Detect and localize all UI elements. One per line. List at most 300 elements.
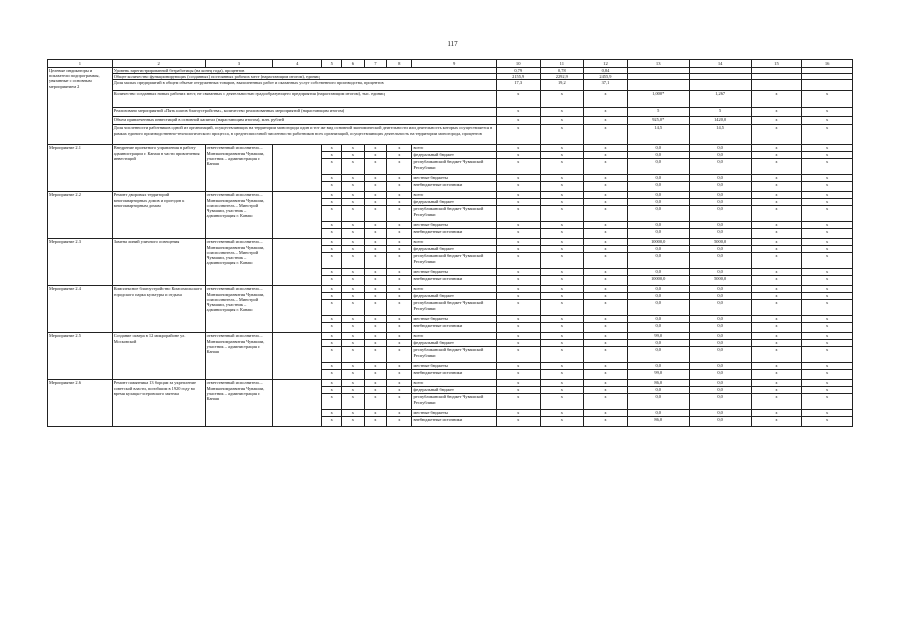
- x-mark: x: [584, 387, 628, 394]
- indicator-text: Реализовано мероприятий «Пять шагов благоустройства», количество реализованных мероприятий (нарастающим итогом): [112, 108, 496, 117]
- indicator-value: 37,1: [584, 80, 628, 91]
- x-mark: x: [496, 246, 540, 253]
- x-mark: x: [387, 145, 412, 152]
- funding-source: всего: [412, 380, 496, 387]
- funding-value: 0,0: [689, 159, 751, 175]
- funding-value: 86,0: [627, 417, 689, 427]
- funding-value: 0,0: [689, 333, 751, 340]
- indicator-value: 2292,9: [540, 74, 584, 80]
- x-mark: x: [387, 206, 412, 222]
- x-mark: x: [751, 239, 802, 246]
- indicator-value: [689, 80, 751, 91]
- x-mark: x: [342, 145, 365, 152]
- x-mark: x: [322, 340, 342, 347]
- funding-value: 0,0: [627, 159, 689, 175]
- funding-value: 5000,0: [689, 239, 751, 246]
- x-mark: x: [540, 145, 584, 152]
- indicator-value: 5: [689, 108, 751, 117]
- funding-source: всего: [412, 286, 496, 293]
- column-number: 4: [273, 60, 322, 68]
- indicator-value: [751, 80, 802, 91]
- funding-value: 0,0: [689, 206, 751, 222]
- x-mark: x: [387, 347, 412, 363]
- x-mark: x: [322, 222, 342, 229]
- x-mark: x: [496, 175, 540, 182]
- goal-label: Целевые индикаторы и показатели подпрограммы, увязанные с основным мероприятием 2: [48, 68, 113, 145]
- x-mark: x: [496, 340, 540, 347]
- x-mark: x: [387, 316, 412, 323]
- column-number: 7: [364, 60, 387, 68]
- funding-value: 0,0: [627, 175, 689, 182]
- x-mark: x: [364, 394, 387, 410]
- x-mark: x: [387, 159, 412, 175]
- x-mark: x: [387, 182, 412, 192]
- x-mark: x: [364, 316, 387, 323]
- indicator-value: [627, 80, 689, 91]
- x-mark: x: [540, 417, 584, 427]
- empty-cell: [273, 192, 322, 239]
- x-mark: x: [364, 347, 387, 363]
- indicator-value: x: [496, 117, 540, 125]
- x-mark: x: [342, 276, 365, 286]
- indicator-value: [802, 80, 853, 91]
- x-mark: x: [496, 239, 540, 246]
- empty-cell: [273, 145, 322, 192]
- measure-name: Мероприятие 2.4: [48, 286, 113, 333]
- x-mark: x: [751, 417, 802, 427]
- x-mark: x: [751, 316, 802, 323]
- x-mark: x: [342, 323, 365, 333]
- indicator-value: x: [802, 91, 853, 108]
- x-mark: x: [364, 253, 387, 269]
- funding-source: внебюджетные источники: [412, 323, 496, 333]
- x-mark: x: [342, 300, 365, 316]
- x-mark: x: [496, 293, 540, 300]
- x-mark: x: [584, 229, 628, 239]
- measure-name: Мероприятие 2.6: [48, 380, 113, 427]
- x-mark: x: [802, 206, 853, 222]
- funding-value: 10000,0: [627, 276, 689, 286]
- x-mark: x: [584, 417, 628, 427]
- x-mark: x: [387, 323, 412, 333]
- funding-source: местные бюджеты: [412, 222, 496, 229]
- x-mark: x: [540, 199, 584, 206]
- indicator-value: x: [496, 125, 540, 145]
- funding-value: 0,0: [627, 229, 689, 239]
- x-mark: x: [540, 222, 584, 229]
- x-mark: x: [342, 239, 365, 246]
- x-mark: x: [802, 276, 853, 286]
- funding-source: федеральный бюджет: [412, 152, 496, 159]
- x-mark: x: [584, 246, 628, 253]
- x-mark: x: [540, 380, 584, 387]
- x-mark: x: [322, 410, 342, 417]
- funding-value: 0,0: [627, 300, 689, 316]
- x-mark: x: [751, 253, 802, 269]
- indicator-value: x: [584, 91, 628, 108]
- funding-value: 99,0: [627, 333, 689, 340]
- x-mark: x: [802, 152, 853, 159]
- x-mark: x: [387, 192, 412, 199]
- funding-value: 0,0: [627, 363, 689, 370]
- x-mark: x: [751, 394, 802, 410]
- indicator-text: Общее количество функционирующих (созданных) постоянных рабочих мест (нарастающим итогом), единиц: [112, 74, 496, 80]
- funding-value: 0,0: [689, 370, 751, 380]
- x-mark: x: [364, 182, 387, 192]
- x-mark: x: [387, 387, 412, 394]
- x-mark: x: [540, 293, 584, 300]
- x-mark: x: [387, 363, 412, 370]
- x-mark: x: [751, 333, 802, 340]
- x-mark: x: [322, 417, 342, 427]
- x-mark: x: [802, 410, 853, 417]
- x-mark: x: [496, 222, 540, 229]
- x-mark: x: [322, 316, 342, 323]
- x-mark: x: [322, 333, 342, 340]
- column-number: 5: [322, 60, 342, 68]
- x-mark: x: [540, 286, 584, 293]
- indicator-value: x: [584, 117, 628, 125]
- x-mark: x: [540, 159, 584, 175]
- x-mark: x: [802, 340, 853, 347]
- indicator-row: [48, 108, 853, 117]
- x-mark: x: [802, 387, 853, 394]
- x-mark: x: [802, 323, 853, 333]
- empty-cell: [273, 333, 322, 380]
- x-mark: x: [322, 347, 342, 363]
- x-mark: x: [496, 417, 540, 427]
- x-mark: x: [584, 145, 628, 152]
- funding-value: 0,0: [689, 175, 751, 182]
- funding-value: 0,0: [627, 347, 689, 363]
- x-mark: x: [802, 417, 853, 427]
- x-mark: x: [540, 394, 584, 410]
- funding-source: республиканский бюджет Чувашской Республики: [412, 347, 496, 363]
- indicator-value: x: [802, 108, 853, 117]
- indicator-value: 2155,9: [496, 74, 540, 80]
- x-mark: x: [802, 333, 853, 340]
- x-mark: x: [364, 410, 387, 417]
- funding-value: 0,0: [689, 229, 751, 239]
- column-number: 8: [387, 60, 412, 68]
- x-mark: x: [342, 417, 365, 427]
- x-mark: x: [342, 394, 365, 410]
- x-mark: x: [584, 333, 628, 340]
- x-mark: x: [802, 159, 853, 175]
- x-mark: x: [540, 253, 584, 269]
- funding-value: 0,0: [627, 145, 689, 152]
- funding-value: 0,0: [689, 253, 751, 269]
- funding-value: 0,0: [627, 152, 689, 159]
- funding-source: республиканский бюджет Чувашской Республики: [412, 394, 496, 410]
- indicator-value: x: [540, 125, 584, 145]
- x-mark: x: [751, 293, 802, 300]
- x-mark: x: [751, 340, 802, 347]
- x-mark: x: [751, 300, 802, 316]
- x-mark: x: [584, 222, 628, 229]
- funding-value: 0,0: [627, 323, 689, 333]
- x-mark: x: [802, 293, 853, 300]
- x-mark: x: [540, 239, 584, 246]
- x-mark: x: [496, 192, 540, 199]
- x-mark: x: [322, 192, 342, 199]
- x-mark: x: [364, 239, 387, 246]
- x-mark: x: [584, 323, 628, 333]
- x-mark: x: [584, 363, 628, 370]
- x-mark: x: [802, 246, 853, 253]
- x-mark: x: [584, 340, 628, 347]
- x-mark: x: [342, 199, 365, 206]
- x-mark: x: [364, 380, 387, 387]
- funding-value: 0,0: [689, 192, 751, 199]
- funding-source: всего: [412, 239, 496, 246]
- indicator-value: x: [751, 91, 802, 108]
- x-mark: x: [364, 192, 387, 199]
- funding-value: 0,0: [627, 192, 689, 199]
- x-mark: x: [496, 152, 540, 159]
- indicator-value: x: [540, 91, 584, 108]
- x-mark: x: [584, 316, 628, 323]
- measure-row: [48, 145, 853, 152]
- x-mark: x: [496, 199, 540, 206]
- indicator-value: x: [751, 125, 802, 145]
- page-number: 117: [447, 40, 458, 48]
- measure-name: Мероприятие 2.2: [48, 192, 113, 239]
- x-mark: x: [364, 417, 387, 427]
- x-mark: x: [364, 206, 387, 222]
- x-mark: x: [540, 175, 584, 182]
- funding-source: местные бюджеты: [412, 410, 496, 417]
- x-mark: x: [802, 175, 853, 182]
- x-mark: x: [387, 293, 412, 300]
- x-mark: x: [496, 363, 540, 370]
- funding-value: 0,0: [627, 316, 689, 323]
- measure-description: Внедрение проектного управления в работу администрации г. Канаш в части привлечения инвестиций: [112, 145, 205, 192]
- x-mark: x: [342, 222, 365, 229]
- funding-value: 0,0: [627, 293, 689, 300]
- x-mark: x: [322, 300, 342, 316]
- x-mark: x: [387, 276, 412, 286]
- funding-source: республиканский бюджет Чувашской Республики: [412, 206, 496, 222]
- measure-responsible: ответственный исполнитель – Минэкономразвития Чувашии, участник – администрация г. Канаш: [205, 380, 273, 427]
- measure-description: Ремонт дворовых территорий многоквартирных домов и проездов к многоквартирным домам: [112, 192, 205, 239]
- x-mark: x: [496, 333, 540, 340]
- x-mark: x: [387, 417, 412, 427]
- x-mark: x: [364, 323, 387, 333]
- x-mark: x: [802, 199, 853, 206]
- x-mark: x: [496, 323, 540, 333]
- indicator-value: 17,3: [496, 80, 540, 91]
- x-mark: x: [802, 253, 853, 269]
- funding-value: 0,0: [689, 387, 751, 394]
- column-number: 9: [412, 60, 496, 68]
- x-mark: x: [751, 175, 802, 182]
- x-mark: x: [802, 300, 853, 316]
- funding-value: 0,0: [689, 222, 751, 229]
- measure-description: Комплексное благоустройство Комсомольского городского парка культуры и отдыха: [112, 286, 205, 333]
- measures-table: [47, 59, 853, 427]
- indicator-value: 0,79: [496, 68, 540, 74]
- x-mark: x: [322, 323, 342, 333]
- indicator-value: 0,78: [540, 68, 584, 74]
- x-mark: x: [342, 246, 365, 253]
- indicator-value: 14,5: [689, 125, 751, 145]
- measure-responsible: ответственный исполнитель – Минэкономразвития Чувашии, соисполнитель – Минстрой Чувашии, участник – администрация г. Канаш: [205, 239, 273, 286]
- x-mark: x: [387, 222, 412, 229]
- funding-value: 0,0: [627, 222, 689, 229]
- x-mark: x: [540, 323, 584, 333]
- indicator-value: x: [584, 125, 628, 145]
- x-mark: x: [802, 380, 853, 387]
- x-mark: x: [540, 229, 584, 239]
- x-mark: x: [584, 286, 628, 293]
- x-mark: x: [584, 269, 628, 276]
- x-mark: x: [322, 380, 342, 387]
- x-mark: x: [540, 182, 584, 192]
- x-mark: x: [802, 269, 853, 276]
- x-mark: x: [540, 192, 584, 199]
- x-mark: x: [584, 175, 628, 182]
- funding-source: местные бюджеты: [412, 269, 496, 276]
- x-mark: x: [342, 192, 365, 199]
- x-mark: x: [751, 363, 802, 370]
- x-mark: x: [496, 380, 540, 387]
- measure-responsible: ответственный исполнитель – Минэкономразвития Чувашии, соисполнитель – Минстрой Чувашии, участник – администрация г. Канаш: [205, 192, 273, 239]
- funding-value: 0,0: [689, 293, 751, 300]
- x-mark: x: [387, 175, 412, 182]
- x-mark: x: [322, 387, 342, 394]
- indicator-row: [48, 117, 853, 125]
- x-mark: x: [802, 222, 853, 229]
- column-number: 14: [689, 60, 751, 68]
- x-mark: x: [342, 253, 365, 269]
- funding-source: всего: [412, 192, 496, 199]
- indicator-row: [48, 91, 853, 108]
- x-mark: x: [496, 145, 540, 152]
- funding-value: 0,0: [627, 394, 689, 410]
- x-mark: x: [364, 333, 387, 340]
- funding-value: 0,0: [689, 410, 751, 417]
- funding-value: 0,0: [689, 323, 751, 333]
- funding-value: 99,0: [627, 370, 689, 380]
- x-mark: x: [364, 145, 387, 152]
- measure-description: Ремонт памятника 13 борцам за укрепление советской власти, погибшим в 1920 году во время кулацко-эсеровского мятежа: [112, 380, 205, 427]
- x-mark: x: [364, 276, 387, 286]
- funding-source: федеральный бюджет: [412, 387, 496, 394]
- x-mark: x: [802, 145, 853, 152]
- measure-description: Замена линий уличного освещения: [112, 239, 205, 286]
- indicator-value: x: [751, 108, 802, 117]
- funding-value: 5000,0: [689, 276, 751, 286]
- indicator-value: 1,267: [689, 91, 751, 108]
- x-mark: x: [751, 222, 802, 229]
- indicator-value: x: [496, 91, 540, 108]
- empty-cell: [273, 286, 322, 333]
- column-number: 16: [802, 60, 853, 68]
- indicator-value: x: [540, 108, 584, 117]
- x-mark: x: [751, 192, 802, 199]
- funding-value: 0,0: [689, 152, 751, 159]
- indicator-text: Уровень зарегистрированной безработицы (на конец года), процентов: [112, 68, 496, 74]
- x-mark: x: [802, 286, 853, 293]
- x-mark: x: [584, 239, 628, 246]
- indicator-value: 2455,9: [584, 74, 628, 80]
- x-mark: x: [540, 152, 584, 159]
- x-mark: x: [387, 340, 412, 347]
- x-mark: x: [342, 182, 365, 192]
- measure-row: [48, 333, 853, 340]
- x-mark: x: [540, 246, 584, 253]
- funding-value: 0,0: [627, 253, 689, 269]
- x-mark: x: [342, 269, 365, 276]
- x-mark: x: [322, 145, 342, 152]
- funding-source: республиканский бюджет Чувашской Республики: [412, 300, 496, 316]
- x-mark: x: [751, 206, 802, 222]
- x-mark: x: [751, 145, 802, 152]
- x-mark: x: [751, 159, 802, 175]
- x-mark: x: [751, 347, 802, 363]
- x-mark: x: [364, 175, 387, 182]
- x-mark: x: [387, 239, 412, 246]
- x-mark: x: [322, 370, 342, 380]
- x-mark: x: [364, 222, 387, 229]
- funding-source: местные бюджеты: [412, 363, 496, 370]
- x-mark: x: [751, 229, 802, 239]
- x-mark: x: [342, 370, 365, 380]
- x-mark: x: [364, 152, 387, 159]
- indicator-value: 14,5: [627, 125, 689, 145]
- x-mark: x: [364, 246, 387, 253]
- x-mark: x: [751, 370, 802, 380]
- funding-value: 0,0: [627, 387, 689, 394]
- x-mark: x: [802, 316, 853, 323]
- x-mark: x: [342, 175, 365, 182]
- x-mark: x: [802, 239, 853, 246]
- x-mark: x: [751, 380, 802, 387]
- indicator-value: 19,2: [540, 80, 584, 91]
- x-mark: x: [540, 387, 584, 394]
- funding-source: республиканский бюджет Чувашской Республики: [412, 159, 496, 175]
- funding-source: внебюджетные источники: [412, 229, 496, 239]
- indicator-value: x: [751, 117, 802, 125]
- funding-source: внебюджетные источники: [412, 182, 496, 192]
- x-mark: x: [342, 159, 365, 175]
- x-mark: x: [496, 229, 540, 239]
- indicator-value: 0,84: [584, 68, 628, 74]
- column-number: 2: [112, 60, 205, 68]
- x-mark: x: [751, 269, 802, 276]
- indicator-text: Доля малых предприятий в общем объеме отгруженных товаров, выполненных работ и оказанных услуг собственного производства, процентов: [112, 80, 496, 91]
- column-number: 1: [48, 60, 113, 68]
- x-mark: x: [751, 246, 802, 253]
- x-mark: x: [322, 206, 342, 222]
- x-mark: x: [496, 269, 540, 276]
- x-mark: x: [387, 380, 412, 387]
- funding-source: внебюджетные источники: [412, 417, 496, 427]
- x-mark: x: [584, 159, 628, 175]
- x-mark: x: [802, 182, 853, 192]
- column-number: 6: [342, 60, 365, 68]
- x-mark: x: [584, 182, 628, 192]
- x-mark: x: [584, 276, 628, 286]
- x-mark: x: [322, 159, 342, 175]
- funding-value: 0,0: [627, 199, 689, 206]
- indicator-value: 1,000*: [627, 91, 689, 108]
- funding-value: 0,0: [689, 300, 751, 316]
- x-mark: x: [540, 370, 584, 380]
- x-mark: x: [322, 276, 342, 286]
- x-mark: x: [342, 229, 365, 239]
